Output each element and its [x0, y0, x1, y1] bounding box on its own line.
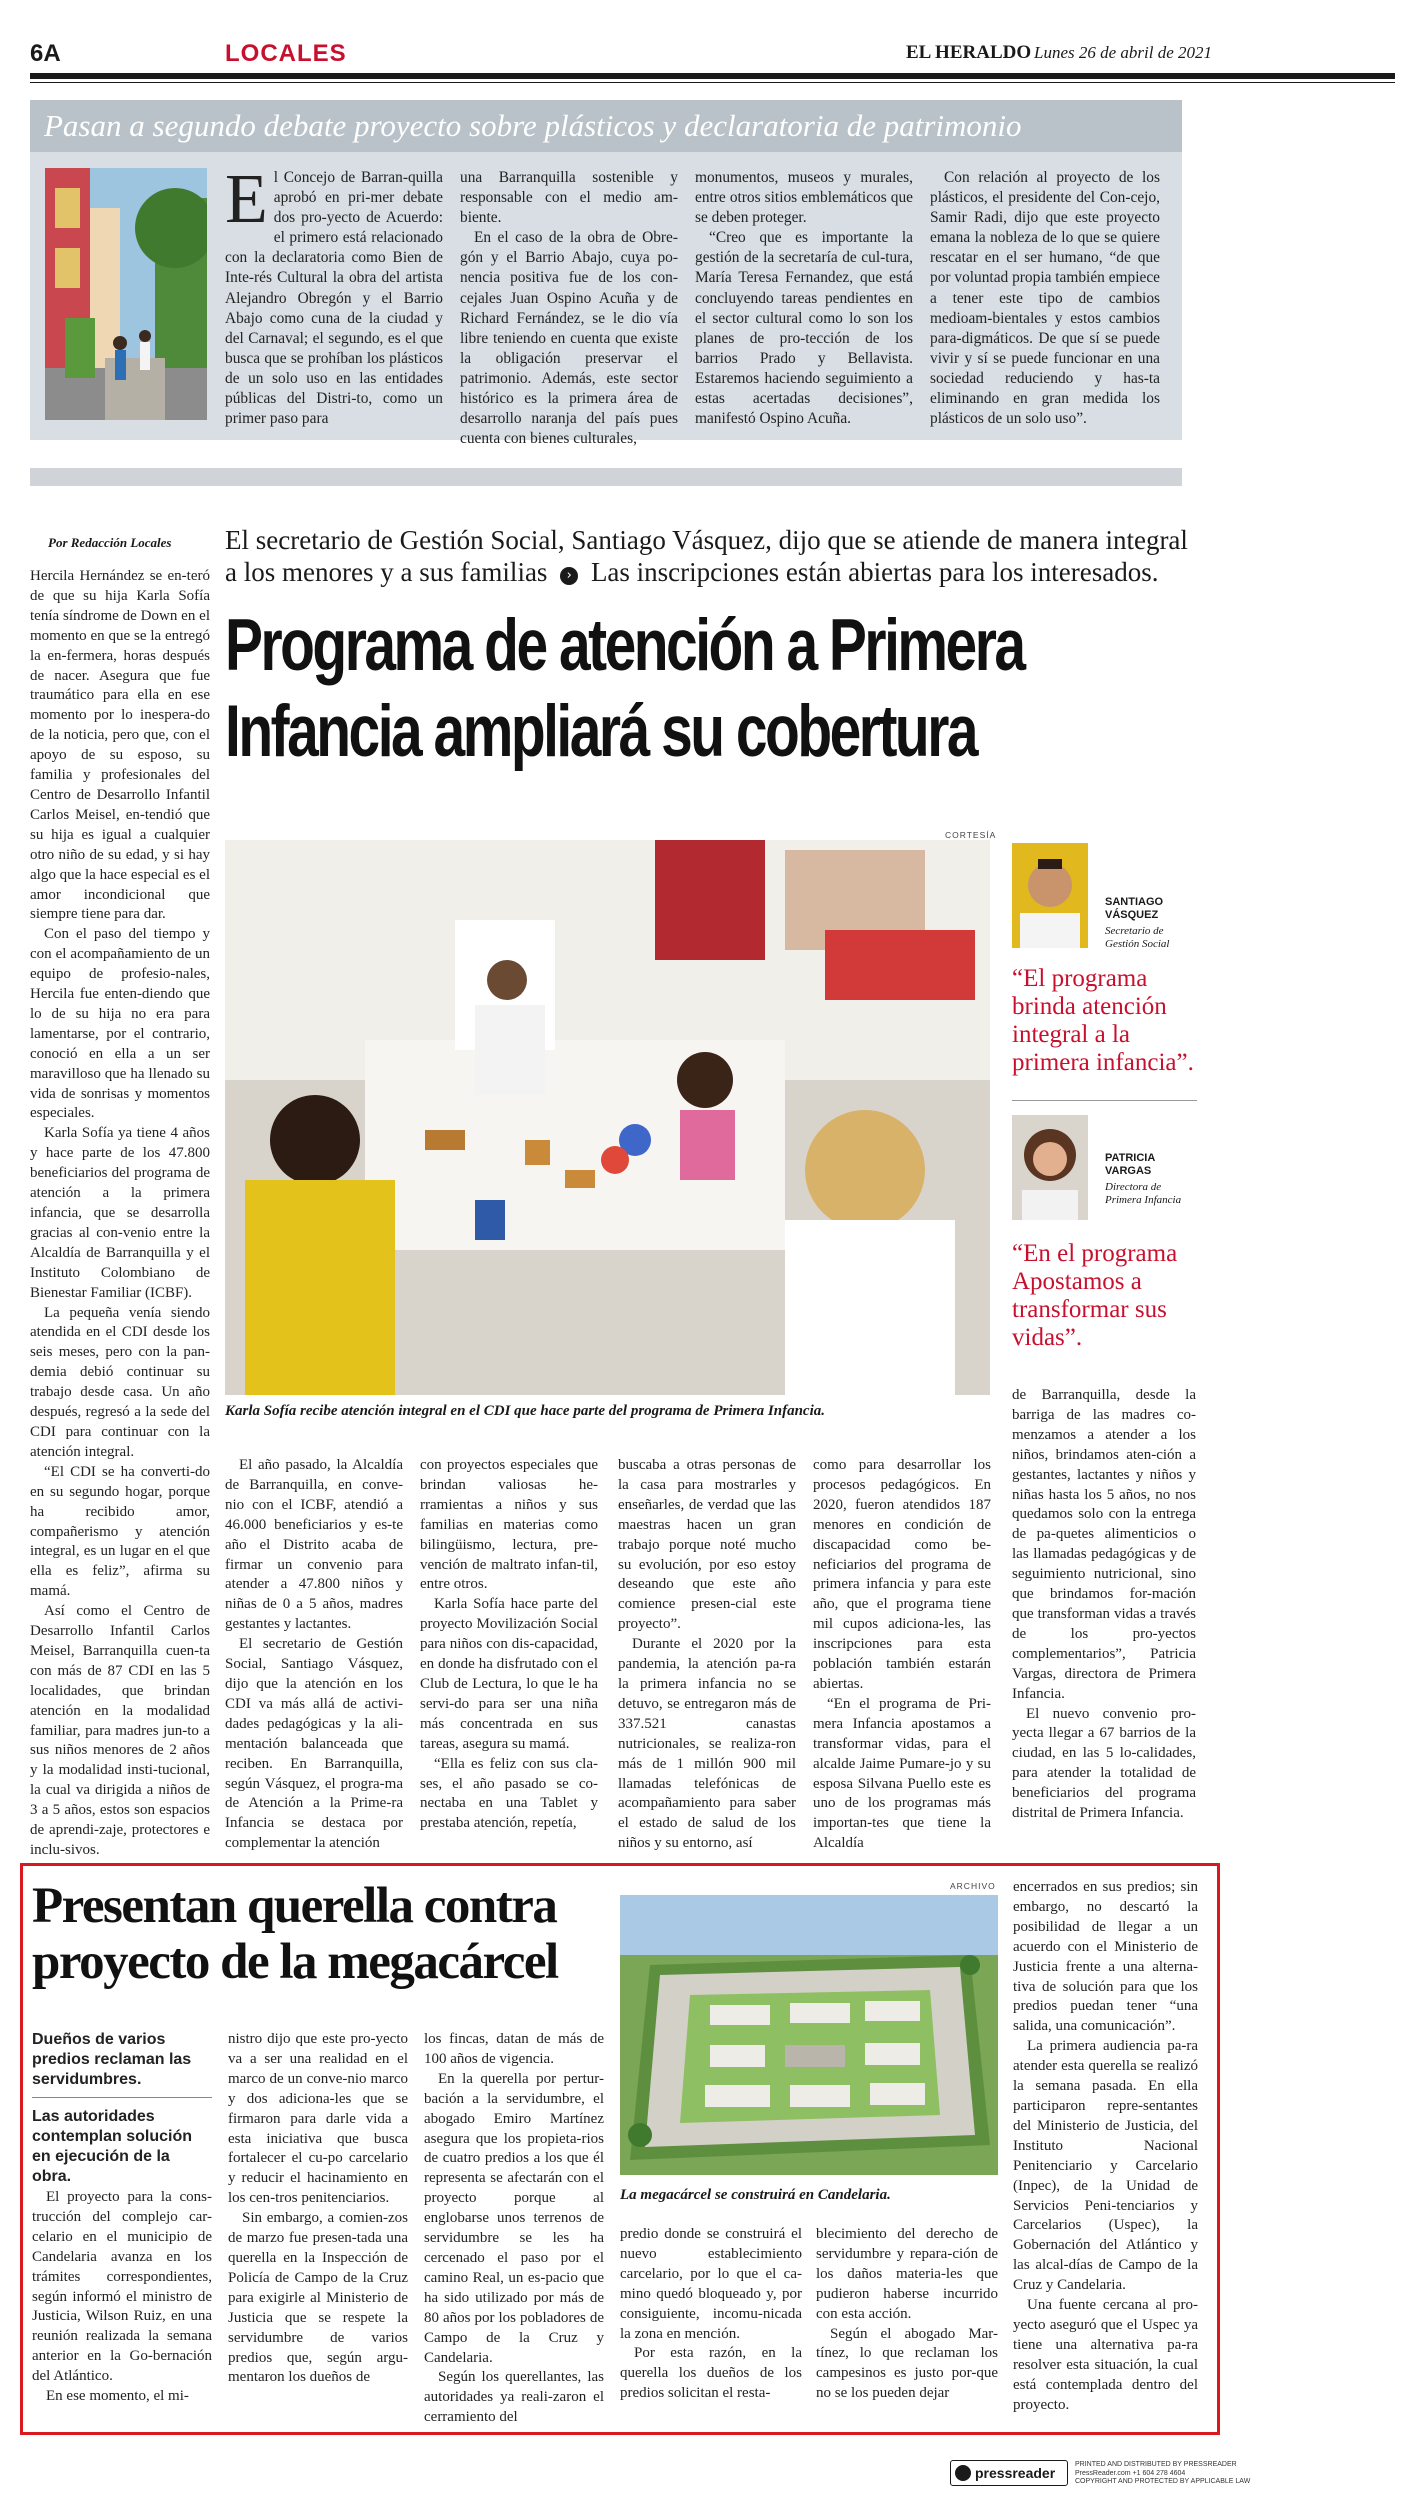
newspaper-name: EL HERALDO [906, 42, 1032, 63]
cdi-photo [225, 840, 990, 1395]
paragraph: Una fuente cercana al pro-yecto aseguró que el Uspec ya tiene una alternativa pa-ra resolver esta situación, la cual está contemplada dentro del proyecto. [1013, 2297, 1198, 2413]
paragraph: blecimiento del derecho de servidumbre y repara-ción de los daños materia-les que pudieron haberse incurrido con esta acción. [816, 2226, 998, 2322]
story3-col5 [816, 2225, 998, 2404]
paragraph: Sin embargo, a comien-zos de marzo fue presen-tada una querella en la Inspección de Policía de Campo de la Cruz para exigirle al Ministerio de Justicia que se respete la servidumbre de varios predios que, según argu-mentaron los dueños de [228, 2210, 408, 2386]
santiago-vasquez-name: SANTIAGO VÁSQUEZ [1105, 896, 1164, 921]
pressreader-logo [950, 2460, 1068, 2486]
footer-notice [1075, 2461, 1250, 2487]
arrow-icon: › [560, 567, 578, 585]
patricia-vargas-name: PATRICIA VARGAS [1105, 1152, 1155, 1177]
story2-right-col [1012, 1386, 1196, 1824]
story2-kicker [225, 524, 1188, 588]
story2-bottom-col3 [618, 1456, 796, 1854]
headline-line-2: Infancia ampliará su cobertura [225, 691, 977, 772]
paragraph: “Creo que es importante la gestión de la secretaría de cul-tura, María Teresa Fernandez, que está concluyendo tareas pendientes en el sector cultural como lo son los planes de pro-tección de los barrios Prado y Bellavista. Estaremos haciendo seguimiento a estas acertadas decisiones”, manifestó Ospino Acuña. [695, 229, 913, 428]
section-label: LOCALES [225, 40, 347, 67]
paragraph: Según el abogado Mar-tínez, lo que reclaman los campesinos es justo por-que no se los pueden dejar [816, 2325, 998, 2402]
story2-bottom-col1 [225, 1456, 403, 1854]
kicker-line-2b: Las inscripciones están abiertas para los interesados. [590, 557, 1159, 587]
photo-caption: Karla Sofía recibe atención integral en el CDI que hace parte del programa de Primera Infancia. [225, 1403, 825, 1419]
paragraph: Durante el 2020 por la pandemia, la atención pa-ra la primera infancia no se detuvo, se entregaron más de 337.521 canastas nutricionales, se realiza-ron más de 1 millón 900 mil llamadas telefónicas de acompañamiento para saber el estado de salud de los niños y su entorno, así [618, 1636, 796, 1852]
paragraph: Hercila Hernández se en-teró de que su hija Karla Sofía tenía síndrome de Down en el momento en que se la entregó la en-fermera, horas después de nacer. Asegura que fue traumático para ella en ese momento por lo inespera-do de la noticia, pero que, con el apoyo de su esposo, su familia y profesionales del Centro de Desarrollo Infantil Carlos Meisel, en-tendió que su hija es igual a cualquier otro niño de su edad, y si hay algo que la hace especial es el amor incondicional que siempre tiene para dar. [30, 568, 210, 923]
kicker-line-2a: a los menores y a sus familias [225, 557, 548, 587]
santiago-vasquez-title: Secretario de Gestión Social [1105, 925, 1170, 950]
story3-subhead-1: Dueños de varios predios reclaman las servidumbres. [32, 2031, 192, 2088]
paragraph: una Barranquilla sostenible y responsable con el medio am-biente. [460, 169, 678, 227]
photo-credit: ARCHIVO [950, 1881, 996, 1891]
story1-headline: Pasan a segundo debate proyecto sobre plásticos y declaratoria de patrimonio [30, 100, 1182, 152]
footer-line-3: COPYRIGHT AND PROTECTED BY APPLICABLE LAW [1075, 2478, 1251, 2485]
paragraph: En el caso de la obra de Obre-gón y el Barrio Abajo, cuya po-nencia positiva fue de los con-cejales Juan Ospino Acuña y de Richard Fernández, se le dio vía libre teniendo en cuenta que existe la obligación preservar el patrimonio. Además, este sector histórico es la primera área de desarrollo naranja del país pues cuenta con bienes culturales, [460, 229, 678, 448]
story3-col3 [424, 2030, 604, 2428]
story3-col6 [1013, 1878, 1198, 2415]
paragraph: Karla Sofía hace parte del proyecto Movilización Social para niños con dis-capacidad, en donde ha disfrutado con el Club de Lectura, lo que le ha servi-do para ser una niña más concentrada en sus tareas, asegura su mamá. [420, 1596, 598, 1752]
photo-credit: CORTESÍA [945, 830, 997, 840]
story1-col3 [695, 168, 913, 429]
story2-bottom-col2 [420, 1456, 598, 1834]
paragraph: como para desarrollar los procesos pedagógicos. En 2020, fueron atendidos 187 menores en condición de discapacidad como be-neficiarios del programa de primera infancia y para este año, que el programa tiene mil cupos adiciona-les, las inscripciones para esta población también estarán abiertas. [813, 1457, 991, 1692]
paragraph: En ese momento, el mi- [46, 2388, 189, 2405]
patricia-vargas-photo [1012, 1115, 1088, 1220]
header-rule-thin [30, 82, 1395, 83]
paragraph: El secretario de Gestión Social, Santiago Vásquez, dijo que la atención en los CDI va más allá de activi-dades pedagógicas y la ali-mentación balanceada que reciben. En Barranquilla, según Vásquez, el progra-ma de Atención a la Prime-ra Infancia se destaca por complementar la atención [225, 1636, 403, 1852]
dropcap: E [225, 161, 268, 238]
footer-line-1: PRINTED AND DISTRIBUTED BY PRESSREADER [1075, 2461, 1237, 2468]
paragraph: La pequeña venía siendo atendida en el CDI desde los seis meses, pero con la pan-demia debió continuar su trabajo desde casa. Un año después, regresó a la sede del CDI para continuar con la atención integral. [30, 1304, 210, 1460]
paragraph: predio donde se construirá el nuevo establecimiento carcelario, por lo que el ca-mino quedó bloqueado y, por consiguiente, incomu-nicada la zona en mención. [620, 2226, 802, 2342]
byline: Por Redacción Locales [48, 535, 172, 550]
paragraph: con proyectos especiales que brindan valiosas he-rramientas a niños y sus familias en materias como bilingüismo, lectura, pre-vención de maltrato infan-til, entre otros. [420, 1457, 598, 1593]
paragraph: “El CDI se ha converti-do en su segundo hogar, porque ha recibido amor, compañerismo y atención integral, es un lugar en el que ella es feliz”, afirma su mamá. [30, 1463, 210, 1600]
story1-street-photo [45, 168, 207, 420]
story3-headline [32, 1878, 622, 1990]
story1-col4 [930, 168, 1160, 429]
quote-divider [1012, 1100, 1197, 1101]
story2-headline [225, 603, 1024, 775]
footer-line-2: PressReader.com +1 604 278 4604 [1075, 2469, 1186, 2477]
story3-col2 [228, 2030, 408, 2388]
kicker-line-2 [225, 556, 1185, 588]
patricia-vargas-title: Directora de Primera Infancia [1105, 1181, 1182, 1206]
story3-col4 [620, 2225, 802, 2404]
paragraph: nistro dijo que este pro-yecto va a ser una realidad en el marco de un conve-nio marco y dos adiciona-les que se firmaron para darle vida a esta iniciativa que busca fortalecer el cu-po carcelario y reducir el hacinamiento en los cen-tros penitenciarios. [228, 2031, 408, 2207]
kicker-line-1: El secretario de Gestión Social, Santiago Vásquez, dijo que se atiende de manera integral [225, 525, 1188, 555]
issue-date: Lunes 26 de abril de 2021 [1034, 43, 1213, 62]
page-number: 6A [30, 40, 61, 67]
paragraph: La primera audiencia pa-ra atender esta querella se realizó la semana pasada. En ella participaron repre-sentantes del Ministerio de Justicia, del Instituto Nacional Penitenciario y Carcelario (Inpec), de la Unidad de Servicios Peni-tenciarios y Carcelarios (Uspec), la Gobernación del Atlántico y las alcal-días de Campo de la Cruz y Candelaria. [1013, 2038, 1198, 2294]
megacarcel-render [620, 1895, 998, 2175]
paragraph: los fincas, datan de más de 100 años de vigencia. [424, 2031, 604, 2067]
paragraph: Según los querellantes, las autoridades ya reali-zaron el cerramiento del [424, 2369, 604, 2426]
paragraph: Karla Sofía ya tiene 4 años y hace parte de los 47.800 beneficiarios del programa de atención a la primera infancia, que se desarrolla gracias al con-venio entre la Alcaldía de Barranquilla y el Instituto Colombiano de Bienestar Familiar (ICBF). [30, 1125, 210, 1301]
paragraph: monumentos, museos y murales, entre otros sitios emblemáticos que se deben proteger. [695, 169, 913, 227]
paragraph: Con el paso del tiempo y con el acompañamiento de un equipo de profesio-nales, Hercila fue enten-diendo que lo de su hija no era para lamentarse, por el contrario, conoció en ella a un ser maravilloso que ha llenado su vida de sonrisas y momentos especiales. [30, 926, 210, 1122]
santiago-vasquez-quote: “El programa brinda atención integral a la primera infancia”. [1012, 965, 1194, 1076]
headline-line-1: Presentan querella contra [32, 1878, 557, 1934]
story3-subhead-2: Las autoridades contemplan solución en ejecución de la obra. [32, 2108, 193, 2185]
paragraph: de Barranquilla, desde la barriga de las madres co-menzamos a atender a los niños, brindamos aten-ción a gestantes, lactantes y niños y niñas hasta los 5 años, no nos quedamos solo con la entrega de pa-quetes alimenticios o las llamadas pedagógicas y de seguimiento nutricional, sino que brindamos for-mación que transforman vidas a través de los pro-yectos complementarios”, Patricia Vargas, directora de Primera Infancia. [1012, 1387, 1196, 1702]
paragraph: El año pasado, la Alcaldía de Barranquilla, en conve-nio con el ICBF, atendió a 46.000 beneficiarios y es-te año el Distrito acaba de firmar un convenio para atender a 47.800 niños y niñas de 0 a 5 años, madres gestantes y lactantes. [225, 1457, 403, 1633]
story2-left-col [30, 567, 210, 1861]
pressreader-wordmark: pressreader [975, 2465, 1056, 2481]
headline-line-2: proyecto de la megacárcel [32, 1934, 558, 1990]
paragraph: “Ella es feliz con sus cla-ses, el año pasado se co-nectaba en una Tablet y prestaba atención, repetía, [420, 1755, 598, 1832]
story1-col2 [460, 168, 678, 449]
paragraph: Por esta razón, en la querella los dueños de los predios solicitan el resta- [620, 2345, 802, 2402]
story1-col1-text: l Concejo de Barran-quilla aprobó en pri-mer debate dos pro-yecto de Acuerdo: el primero está relacionado con la declaratoria como Bien de Inte-rés Cultural la obra del artista Alejandro Obregón y el Barrio Abajo como cuna de la ciudad y del Carnaval; el segundo, es el que busca que se prohíban los plásticos de un solo uso en las entidades públicas del Distri-to, como un primer paso para [225, 169, 443, 428]
paragraph: El nuevo convenio pro-yecta llegar a 67 barrios de la ciudad, en las 5 lo-calidades, para atender la totalidad de beneficiarios del programa distrital de Primera Infancia. [1012, 1705, 1196, 1822]
patricia-vargas-quote: “En el programa Apostamos a transformar sus vidas”. [1012, 1240, 1178, 1351]
story2-bottom-col4 [813, 1456, 991, 1854]
santiago-vasquez-photo [1012, 843, 1088, 948]
paragraph: Con relación al proyecto de los plásticos, el presidente del Con-cejo, Samir Radi, dijo que este proyecto emana la nobleza de lo que se quiere rescatar en el ser humano, “de que por voluntad propia también empiece a tener este tipo de cambios medioam-bientales y estos cambios para-digmáticos. De que sí se puede vivir y sí se puede funcionar en una sociedad reduciendo y has-ta eliminando en gran medida los plásticos de un solo uso”. [930, 169, 1160, 428]
paragraph: En la querella por pertur-bación a la servidumbre, el abogado Emiro Martínez asegura que los propieta-rios de cuatro predios a los que él representa se afectarán con el proyecto porque al englobarse unos terrenos de servidumbre se les ha cercenado el paso por el camino Real, un es-pacio que ha sido utilizado por más de 80 años por los pobladores de Campo de la Cruz y Candelaria. [424, 2070, 604, 2366]
story3-col1 [32, 2188, 212, 2407]
paragraph: Así como el Centro de Desarrollo Infantil Carlos Meisel, Barranquilla cuen-ta con más de 87 CDI en las 5 localidades, que brindan atención en la modalidad familiar, para madres jun-to a sus niños menores de 2 años y la modalidad insti-tucional, la cual va dirigida a niños de 3 a 5 años, estos son espacios de aprendi-zaje, protectores e inclu-sivos. [30, 1603, 210, 1858]
headline-line-1: Programa de atención a Primera [225, 605, 1024, 686]
section-separator [30, 468, 1182, 486]
paragraph: El proyecto para la cons-trucción del complejo car-celario en el municipio de Candelaria avanza en los trámites correspondientes, según informó el ministro de Justicia, Wilson Ruiz, en una reunión realizada la semana anterior en la Go-bernación del Atlántico. [32, 2189, 212, 2385]
paragraph: “En el programa de Pri-mera Infancia apostamos a transformar vidas, para el alcalde Jaime Pumare-jo y su esposa Silvana Puello este es uno de los programas más importan-tes que tiene la Alcaldía [813, 1695, 991, 1852]
pressreader-icon [955, 2465, 971, 2481]
story1-col1 [225, 161, 443, 429]
header-rule [30, 73, 1395, 79]
photo-caption: La megacárcel se construirá en Candelaria. [620, 2187, 891, 2203]
paragraph: buscaba a otras personas de la casa para mostrarles y enseñarles, de verdad que las maestras hacen un gran trabajo porque noté mucho su evolución, por eso estoy deseando que este año comience presen-cial este proyecto”. [618, 1457, 796, 1633]
paragraph: encerrados en sus predios; sin embargo, no descartó la posibilidad de llegar a un acuerdo con el Ministerio de Justicia frente a una alterna-tiva de solución para que los predios puedan tener “una salida, una comunicación”. [1013, 1879, 1198, 2035]
subhead-rule [32, 2097, 212, 2098]
